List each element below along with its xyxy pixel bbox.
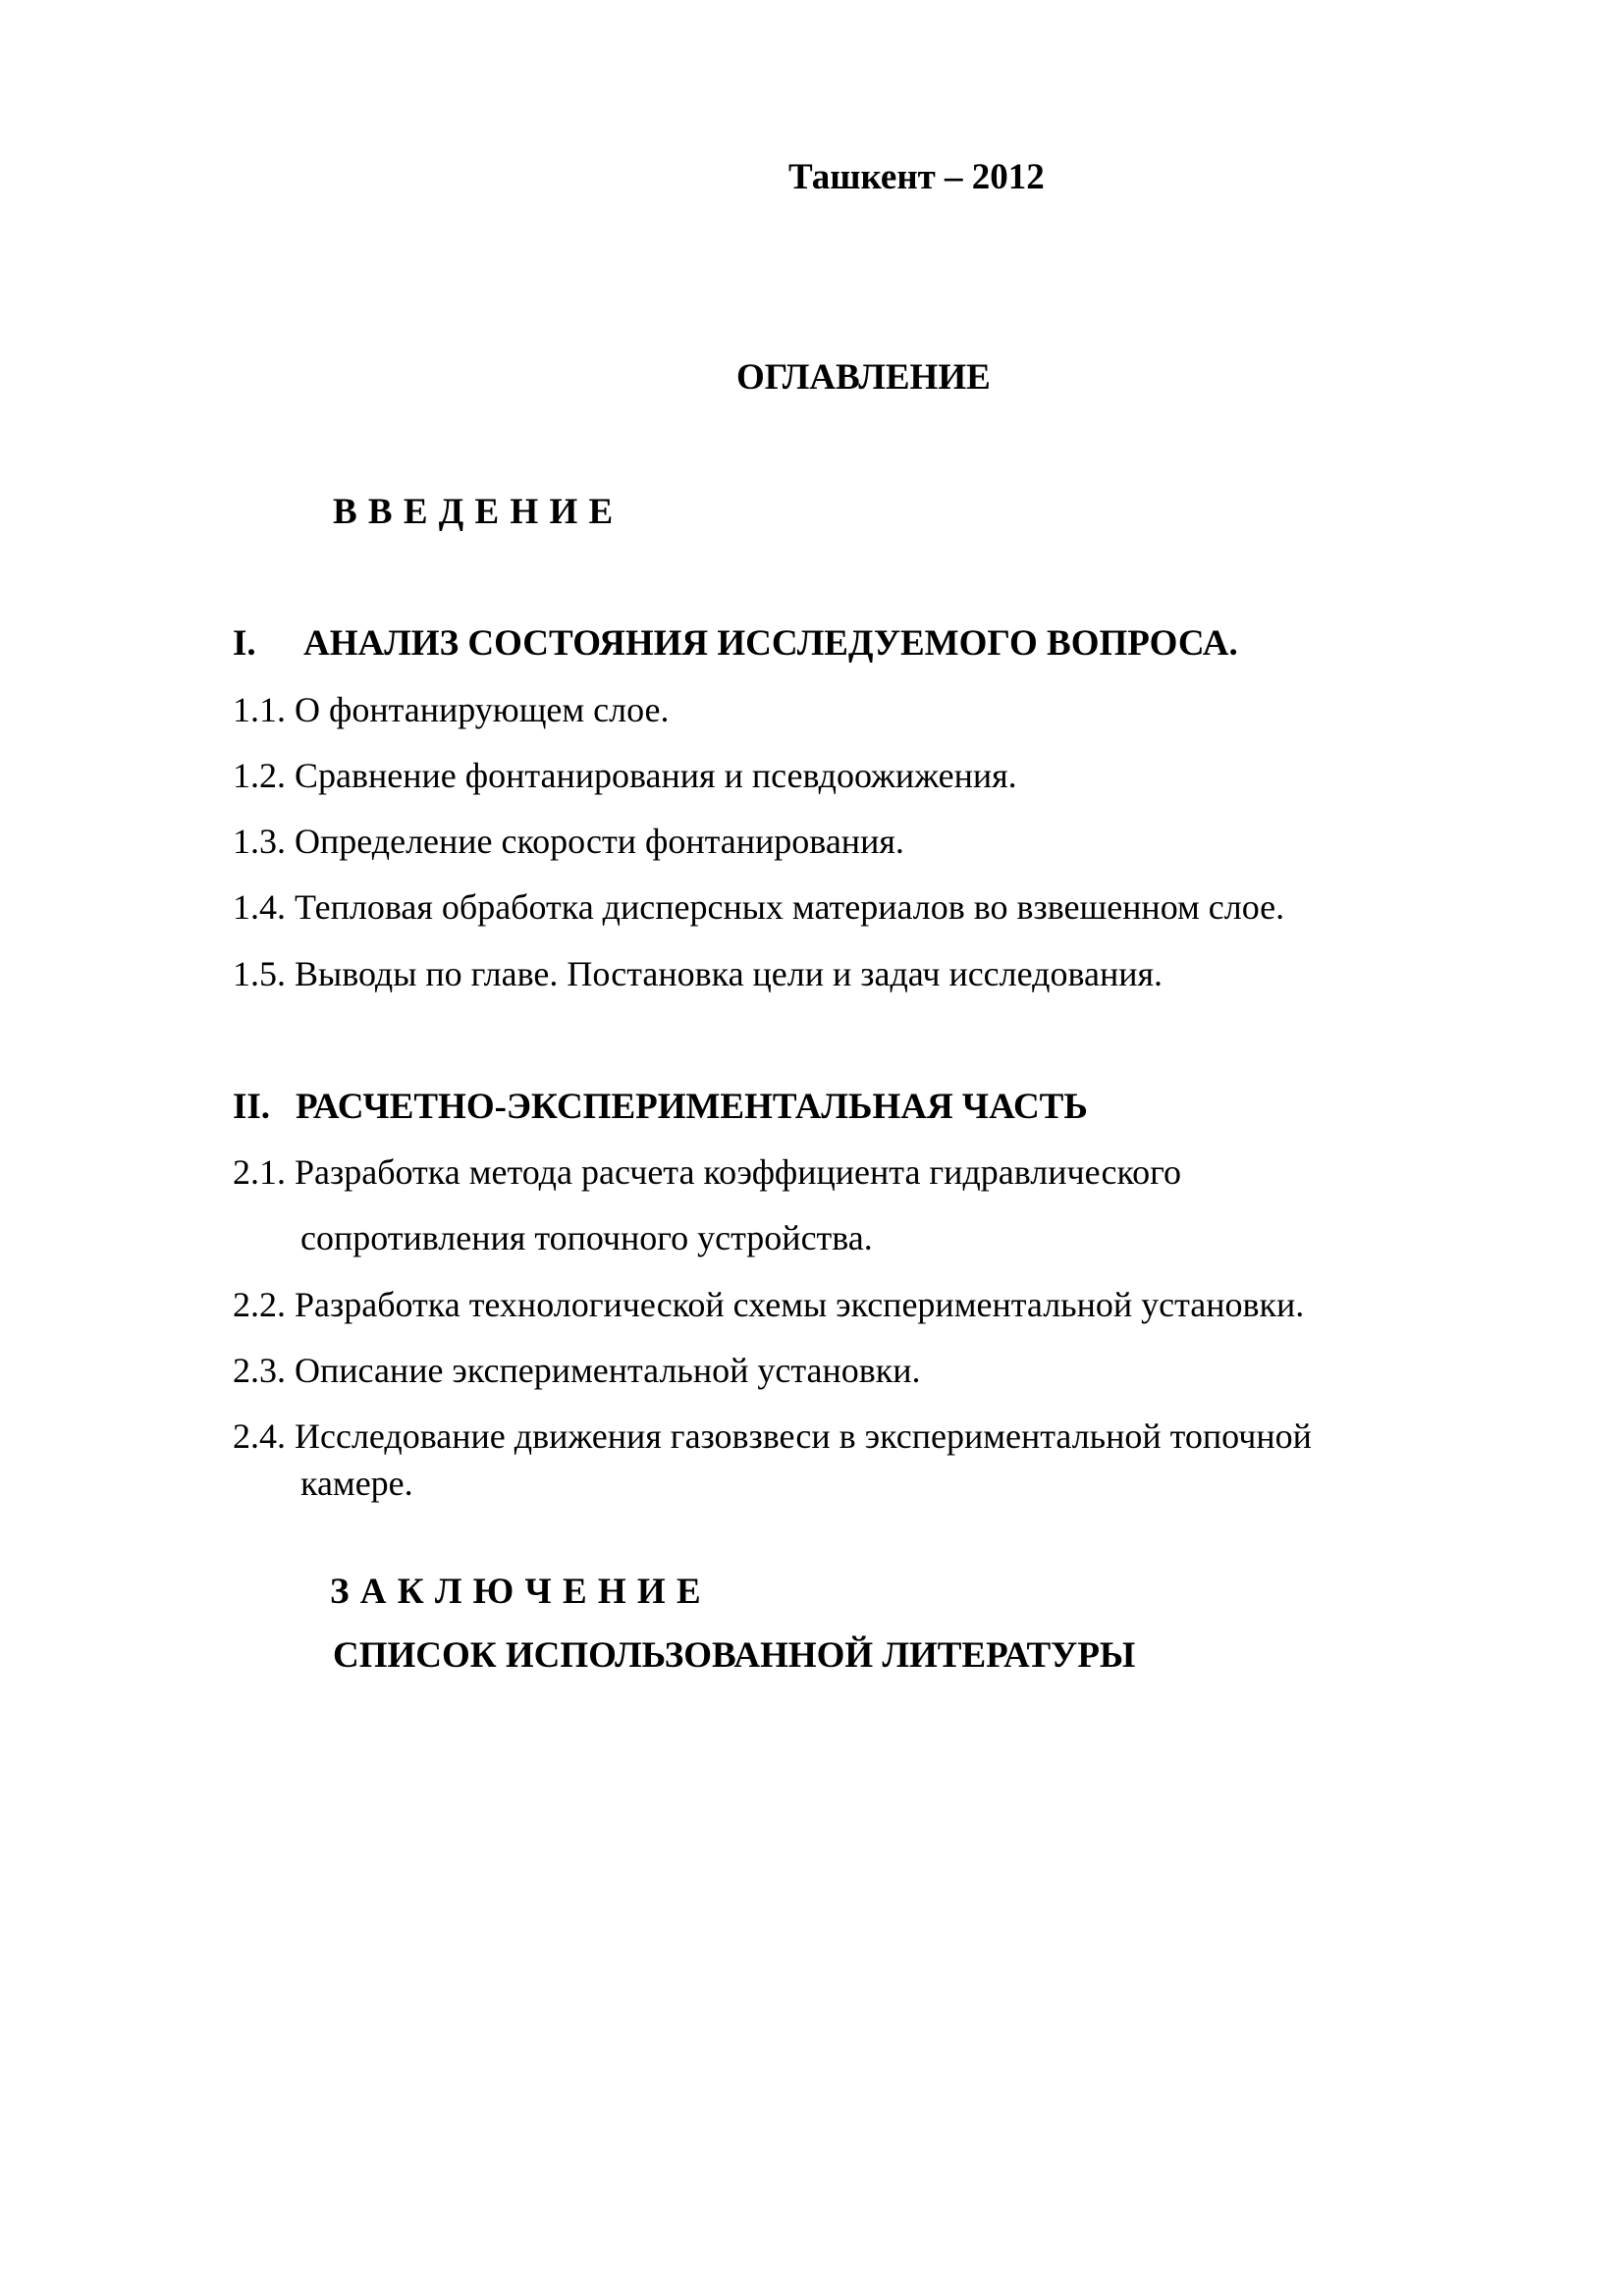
toc-entry-2-1-line-2: сопротивления топочного устройства. [300, 1218, 873, 1257]
toc-entry-1-5: 1.5. Выводы по главе. Постановка цели и задач исследования. [233, 954, 1164, 993]
toc-entry-introduction: В В Е Д Е Н И Е [333, 492, 615, 532]
chapter-2-number: II. [233, 1087, 271, 1127]
toc-entry-1-1: 1.1. О фонтанирующем слое. [233, 690, 670, 729]
toc-entry-conclusion: З А К Л Ю Ч Е Н И Е [330, 1572, 702, 1612]
toc-entry-2-4-line-1: 2.4. Исследование движения газовзвеси в экспериментальной топочной [233, 1416, 1312, 1456]
toc-entry-1-4: 1.4. Тепловая обработка дисперсных материалов во взвешенном слое. [233, 887, 1285, 927]
chapter-2-title: РАСЧЕТНО-ЭКСПЕРИМЕНТАЛЬНАЯ ЧАСТЬ [296, 1087, 1088, 1127]
toc-entry-2-1-line-1: 2.1. Разработка метода расчета коэффициента гидравлического [233, 1152, 1181, 1192]
chapter-1-title: АНАЛИЗ СОСТОЯНИЯ ИССЛЕДУЕМОГО ВОПРОСА. [303, 623, 1238, 664]
table-of-contents-title: ОГЛАВЛЕНИЕ [736, 357, 991, 398]
toc-entry-2-4-line-2: камере. [300, 1464, 413, 1503]
toc-entry-2-3: 2.3. Описание экспериментальной установки. [233, 1351, 921, 1390]
chapter-1-number: I. [233, 623, 256, 664]
toc-entry-1-2: 1.2. Сравнение фонтанирования и псевдоожижения. [233, 756, 1017, 795]
toc-entry-references: СПИСОК ИСПОЛЬЗОВАННОЙ ЛИТЕРАТУРЫ [333, 1635, 1136, 1676]
toc-chapter-1-heading [233, 625, 1238, 662]
toc-entry-2-2: 2.2. Разработка технологической схемы экспериментальной установки. [233, 1285, 1305, 1324]
toc-chapter-2-heading [233, 1089, 1088, 1125]
toc-entry-1-3: 1.3. Определение скорости фонтанирования. [233, 822, 904, 861]
city-year-heading: Ташкент – 2012 [788, 157, 1045, 197]
